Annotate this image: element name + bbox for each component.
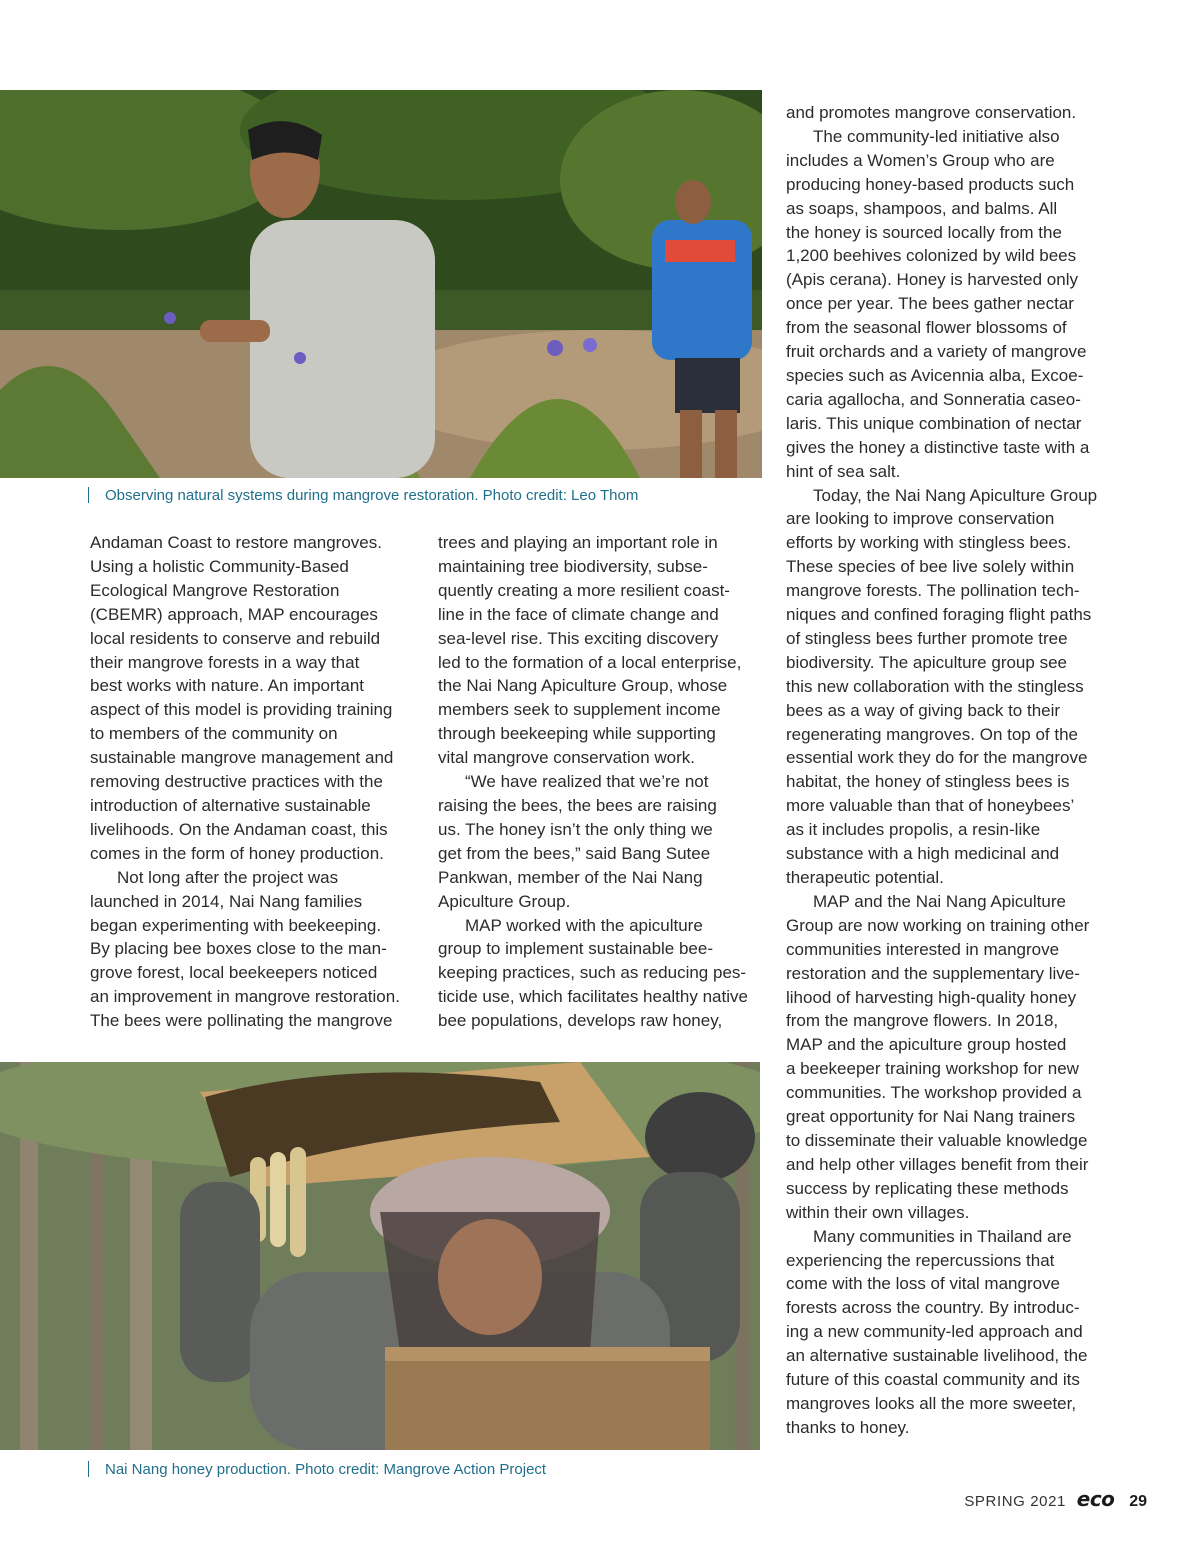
text-line: ticide use, which facilitates healthy native	[438, 987, 748, 1007]
text-line: The community-led initiative also	[813, 126, 1060, 146]
text-line: through beekeeping while supporting	[438, 724, 716, 744]
text-line: launched in 2014, Nai Nang families	[90, 891, 363, 911]
text-line: success by replicating these methods	[786, 1178, 1069, 1198]
text-line: mangroves looks all the more sweeter,	[786, 1393, 1077, 1413]
caption-text: Observing natural systems during mangrove restoration. Photo credit: Leo Thom	[105, 487, 639, 504]
text-line: communities interested in mangrove	[786, 939, 1060, 959]
article-column-3	[786, 101, 1116, 1440]
text-line: come with the loss of vital mangrove	[786, 1274, 1061, 1294]
text-line: and promotes mangrove conservation.	[786, 103, 1077, 122]
text-line: restoration and the supplementary live-	[786, 963, 1080, 983]
text-line: are looking to improve conservation	[786, 509, 1055, 529]
text-line: Pankwan, member of the Nai Nang	[438, 867, 703, 887]
text-line: led to the formation of a local enterprise,	[438, 652, 742, 672]
text-line: livelihoods. On the Andaman coast, this	[90, 819, 388, 839]
text-line: Using a holistic Community-Based	[90, 556, 349, 576]
text-line: best works with nature. An important	[90, 676, 365, 696]
text-line: line in the face of climate change and	[438, 604, 719, 624]
text-line: bee populations, develops raw honey,	[438, 1011, 723, 1031]
text-line: the honey is sourced locally from the	[786, 222, 1062, 242]
text-line: aspect of this model is providing training	[90, 700, 393, 720]
page-footer	[964, 1487, 1147, 1511]
text-line: Not long after the project was	[117, 867, 339, 887]
text-line: Apiculture Group.	[438, 891, 571, 911]
text-line: trees and playing an important role in	[438, 533, 718, 552]
text-line: removing destructive practices with the	[90, 772, 383, 792]
photo-honey-production	[0, 1062, 760, 1450]
text-line: vital mangrove conservation work.	[438, 748, 696, 768]
text-line: Ecological Mangrove Restoration	[90, 580, 340, 600]
text-line: niques and confined foraging flight paths	[786, 605, 1092, 625]
text-line: as soaps, shampoos, and balms. All	[786, 198, 1058, 218]
text-line: forests across the country. By introduc-	[786, 1298, 1080, 1318]
text-line: hint of sea salt.	[786, 461, 901, 481]
text-line: Group are now working on training other	[786, 915, 1090, 935]
text-line: caria agallocha, and Sonneratia caseo-	[786, 389, 1081, 409]
text-line: the Nai Nang Apiculture Group, whose	[438, 676, 728, 696]
text-line: of stingless bees further promote tree	[786, 628, 1068, 648]
text-line: thanks to honey.	[786, 1417, 910, 1437]
text-line: grove forest, local beekeepers noticed	[90, 963, 378, 983]
photo-mangrove-restoration	[0, 90, 762, 478]
text-line: to disseminate their valuable knowledge	[786, 1130, 1088, 1150]
text-line: By placing bee boxes close to the man-	[90, 939, 387, 959]
text-line: lihood of harvesting high-quality honey	[786, 987, 1077, 1007]
text-line: keeping practices, such as reducing pes-	[438, 963, 747, 983]
text-line: once per year. The bees gather nectar	[786, 294, 1074, 314]
text-line: an alternative sustainable livelihood, the	[786, 1346, 1088, 1366]
text-line: efforts by working with stingless bees.	[786, 533, 1072, 553]
text-line: mangrove forests. The pollination tech-	[786, 581, 1080, 601]
text-line: MAP worked with the apiculture	[465, 915, 703, 935]
text-line: from the mangrove flowers. In 2018,	[786, 1011, 1059, 1031]
text-line: this new collaboration with the stingless	[786, 676, 1084, 696]
text-line: members seek to supplement income	[438, 700, 721, 720]
text-line: quently creating a more resilient coast-	[438, 580, 730, 600]
text-line: Today, the Nai Nang Apiculture Group	[813, 485, 1098, 505]
photo-caption	[88, 1461, 546, 1478]
caption-text: Nai Nang honey production. Photo credit: Mangrove Action Project	[105, 1461, 547, 1478]
text-line: “We have realized that we’re not	[465, 772, 709, 792]
text-line: bees as a way of giving back to their	[786, 700, 1061, 720]
text-line: sustainable mangrove management and	[90, 748, 394, 768]
text-line: raising the bees, the bees are raising	[438, 795, 717, 815]
text-line: includes a Women’s Group who are	[786, 150, 1055, 170]
text-line: Andaman Coast to restore mangroves.	[90, 533, 382, 552]
text-line: Many communities in Thailand are	[813, 1226, 1072, 1246]
text-line: within their own villages.	[786, 1202, 970, 1222]
text-line: sea-level rise. This exciting discovery	[438, 628, 719, 648]
text-line: 1,200 beehives colonized by wild bees	[786, 246, 1077, 266]
text-line: (CBEMR) approach, MAP encourages	[90, 604, 378, 624]
text-line: producing honey-based products such	[786, 174, 1075, 194]
article-column-1	[90, 531, 420, 1033]
text-line: local residents to conserve and rebuild	[90, 628, 381, 648]
text-line: (Apis cerana). Honey is harvested only	[786, 270, 1078, 290]
text-line: group to implement sustainable bee-	[438, 939, 713, 959]
magazine-logo: eco	[1076, 1487, 1115, 1511]
text-line: substance with a high medicinal and	[786, 844, 1060, 864]
text-line: These species of bee live solely within	[786, 557, 1075, 577]
text-line: to members of the community on	[90, 724, 338, 744]
page-number: 29	[1129, 1493, 1147, 1510]
photo-caption	[88, 487, 638, 504]
text-line: laris. This unique combination of nectar	[786, 413, 1082, 433]
text-line: MAP and the Nai Nang Apiculture	[813, 891, 1066, 911]
text-line: began experimenting with beekeeping.	[90, 915, 382, 935]
text-line: species such as Avicennia alba, Excoe-	[786, 365, 1084, 385]
text-line: comes in the form of honey production.	[90, 843, 384, 863]
text-line: great opportunity for Nai Nang trainers	[786, 1107, 1076, 1127]
text-line: habitat, the honey of stingless bees is	[786, 772, 1070, 792]
text-line: a beekeeper training workshop for new	[786, 1059, 1079, 1079]
text-line: regenerating mangroves. On top of the	[786, 724, 1079, 744]
article-column-2	[438, 531, 768, 1033]
text-line: their mangrove forests in a way that	[90, 652, 360, 672]
text-line: biodiversity. The apiculture group see	[786, 652, 1067, 672]
text-line: as it includes propolis, a resin-like	[786, 820, 1041, 840]
text-line: us. The honey isn’t the only thing we	[438, 819, 713, 839]
text-line: future of this coastal community and its	[786, 1370, 1080, 1390]
issue-label: SPRING 2021	[964, 1493, 1066, 1510]
text-line: more valuable than that of honeybees’	[786, 796, 1075, 816]
text-line: experiencing the repercussions that	[786, 1250, 1055, 1270]
text-line: an improvement in mangrove restoration.	[90, 987, 400, 1007]
text-line: gives the honey a distinctive taste with a	[786, 437, 1090, 457]
text-line: communities. The workshop provided a	[786, 1083, 1082, 1103]
caption-marker	[88, 487, 89, 503]
text-line: therapeutic potential.	[786, 868, 944, 887]
text-line: ing a new community-led approach and	[786, 1322, 1083, 1342]
text-line: The bees were pollinating the mangrove	[90, 1011, 393, 1031]
caption-marker	[88, 1461, 89, 1477]
text-line: fruit orchards and a variety of mangrove	[786, 342, 1087, 362]
text-line: from the seasonal flower blossoms of	[786, 318, 1067, 338]
text-line: MAP and the apiculture group hosted	[786, 1035, 1067, 1055]
text-line: maintaining tree biodiversity, subse-	[438, 556, 708, 576]
text-line: introduction of alternative sustainable	[90, 795, 371, 815]
text-line: get from the bees,” said Bang Sutee	[438, 843, 711, 863]
text-line: and help other villages benefit from their	[786, 1154, 1089, 1174]
text-line: essential work they do for the mangrove	[786, 748, 1088, 768]
